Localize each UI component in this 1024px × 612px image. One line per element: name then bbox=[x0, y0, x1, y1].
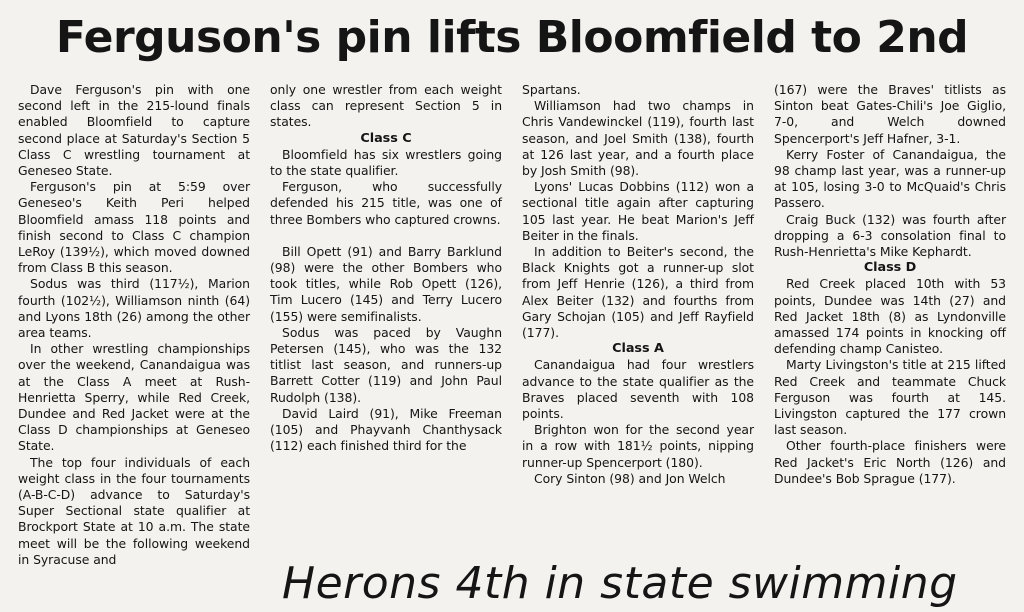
section-heading-class-a: Class A bbox=[612, 341, 664, 357]
column-3 bbox=[522, 82, 754, 487]
paragraph: Sodus was paced by Vaughn Petersen (145), who was the 132 titlist last season, and runners-up Barrett Cotter (119) and John Paul Rudolph (138). bbox=[270, 324, 502, 405]
paragraph: Marty Livingston's title at 215 lifted Red Creek and teammate Chuck Ferguson was fourth at 145. Livingston captured the 177 crown last season. bbox=[774, 357, 1006, 438]
paragraph: Dave Ferguson's pin with one second left in the 215-lound finals enabled Bloomfield to capture second place at Saturday's Section 5 Class C wrestling tournament at Geneseo State. bbox=[18, 82, 250, 179]
paragraph: David Laird (91), Mike Freeman (105) and Phayvanh Chanthysack (112) each finished third for the bbox=[270, 405, 502, 454]
paragraph: Bloomfield has six wrestlers going to the state qualifier. bbox=[270, 146, 502, 179]
paragraph: (167) were the Braves' titlists as Sinton beat Gates-Chili's Joe Giglio, 7-0, and Welch downed Spencerport's Jeff Hafner, 3-1. bbox=[774, 82, 1006, 146]
article-body bbox=[18, 82, 1018, 582]
paragraph: Other fourth-place finishers were Red Jacket's Eric North (126) and Dundee's Bob Sprague (177). bbox=[774, 438, 1006, 486]
paragraph: Bill Opett (91) and Barry Barklund (98) were the other Bombers who took titles, while Rob Opett (126), Tim Lucero (145) and Terry Lucero (155) were semifinalists. bbox=[270, 243, 502, 324]
paragraph: Ferguson, who successfully defended his 215 title, was one of three Bombers who captured crowns. bbox=[270, 179, 502, 227]
paragraph: Brighton won for the second year in a row with 181½ points, nipping runner-up Spencerport (180). bbox=[522, 422, 754, 470]
paragraph: Craig Buck (132) was fourth after dropping a 6-3 consolation final to Rush-Henrietta's Mike Kephardt. bbox=[774, 211, 1006, 260]
paragraph: In other wrestling championships over the weekend, Canandaigua was at the Class A meet at Rush-Henrietta Sperry, while Red Creek, Dundee and Red Jacket were at the Class D championships at Geneseo State. bbox=[18, 341, 250, 454]
next-article-headline: Herons 4th in state swimming bbox=[282, 558, 958, 609]
column-2 bbox=[270, 82, 502, 454]
paragraph: Lyons' Lucas Dobbins (112) won a sectional title again after capturing 105 last year. He beat Marion's Jeff Beiter in the finals. bbox=[522, 179, 754, 243]
paragraph: Spartans. bbox=[522, 82, 581, 97]
paragraph: Canandaigua had four wrestlers advance to the state qualifier as the Braves placed seventh with 108 points. bbox=[522, 357, 754, 422]
paragraph: Kerry Foster of Canandaigua, the 98 champ last year, was a runner-up at 105, losing 3-0 to McQuaid's Chris Passero. bbox=[774, 146, 1006, 211]
paragraph: The top four individuals of each weight class in the four tournaments (A-B-C-D) advance to Saturday's Super Sectional state qualifier at Brockport State at 10 a.m. The state meet will be the following weekend in Syracuse and bbox=[18, 454, 250, 567]
paragraph: Williamson had two champs in Chris Vandewinckel (119), fourth last season, and Joel Smith (138), fourth at 126 last year, and a fourth place by Josh Smith (98). bbox=[522, 98, 754, 179]
article-headline: Ferguson's pin lifts Bloomfield to 2nd bbox=[55, 12, 969, 63]
column-spacer bbox=[270, 228, 502, 244]
paragraph: Cory Sinton (98) and Jon Welch bbox=[534, 470, 726, 486]
paragraph: Red Creek placed 10th with 53 points, Dundee was 14th (27) and Red Jacket 18th (8) as Lyndonville amassed 174 points in knocking off defending champ Canisteo. bbox=[774, 276, 1006, 357]
paragraph: Sodus was third (117½), Marion fourth (102½), Williamson ninth (64) and Lyons 18th (26) among the other area teams. bbox=[18, 276, 250, 341]
column-1 bbox=[18, 82, 250, 568]
paragraph: Ferguson's pin at 5:59 over Geneseo's Keith Peri helped Bloomfield amass 118 points and finish second to Class C champion LeRoy (139½), which moved downed from Class B this season. bbox=[18, 179, 250, 276]
section-heading-class-c: Class C bbox=[360, 130, 412, 146]
column-4 bbox=[774, 82, 1006, 487]
paragraph: In addition to Beiter's second, the Black Knights got a runner-up slot from Jeff Henrie (126), a third from Alex Beiter (132) and fourths from Gary Schojan (105) and Jeff Rayfield (177). bbox=[522, 244, 754, 341]
paragraph: only one wrestler from each weight class can represent Section 5 in states. bbox=[270, 82, 502, 130]
section-heading-class-d: Class D bbox=[863, 260, 917, 276]
